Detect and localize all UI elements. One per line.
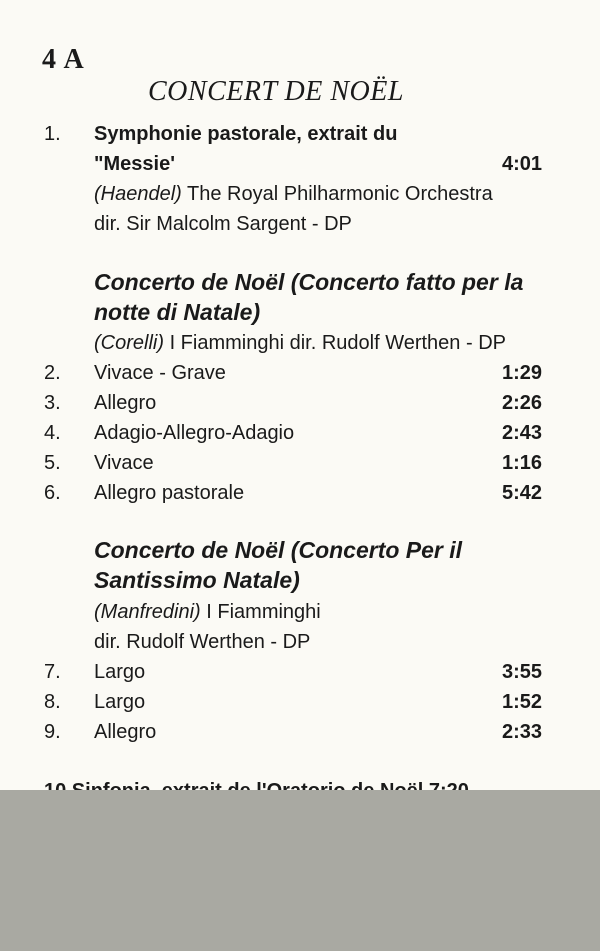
credit-line — [94, 600, 321, 624]
credit-line — [94, 182, 493, 206]
performer: The Royal Philharmonic Orchestra — [187, 183, 493, 205]
track-title: Adagio-Allegro-Adagio — [94, 422, 295, 444]
track-duration: 2:33 — [501, 721, 542, 743]
page-title: CONCERT DE NOËL — [148, 76, 404, 107]
track-number: 1. — [44, 123, 61, 145]
composer: (Manfredini) — [94, 601, 201, 623]
track-duration: 2:43 — [501, 422, 542, 444]
performer: I Fiamminghi — [206, 601, 321, 623]
track-title: Allegro — [94, 721, 157, 743]
composer: (Haendel) — [94, 183, 182, 205]
performer: dir. Sir Malcolm Sargent - DP — [94, 213, 352, 235]
track-title: Largo — [94, 691, 146, 713]
track-title: Vivace — [94, 452, 154, 474]
track-number: 9. — [44, 721, 61, 743]
track-duration: 2:26 — [501, 392, 542, 414]
track-duration: 3:55 — [501, 661, 542, 683]
track-title: Largo — [94, 661, 146, 683]
work-heading: Concerto de Noël (Concerto Per il — [94, 537, 463, 563]
track-title: Allegro pastorale — [94, 482, 245, 504]
side-label: 4 A — [42, 44, 85, 75]
track-number: 4. — [44, 422, 61, 444]
track-title: Allegro — [94, 392, 157, 414]
credit-line — [94, 331, 506, 355]
work-heading: notte di Natale) — [94, 299, 261, 325]
track-number: 2. — [44, 362, 61, 384]
background-surface — [0, 790, 600, 951]
track-number: 5. — [44, 452, 61, 474]
track-duration: 1:29 — [501, 362, 542, 384]
track-title: Vivace - Grave — [94, 362, 226, 384]
track-number: 3. — [44, 392, 61, 414]
track-title: "Messie' — [94, 153, 175, 175]
track-duration: 1:16 — [501, 452, 542, 474]
track-number: 7. — [44, 661, 61, 683]
track-duration: 5:42 — [501, 482, 542, 504]
track-duration: 4:01 — [501, 153, 542, 175]
composer: (Corelli) — [94, 332, 164, 354]
work-heading: Santissimo Natale) — [94, 567, 300, 593]
work-heading: Concerto de Noël (Concerto fatto per la — [94, 269, 524, 295]
track-title: Symphonie pastorale, extrait du — [94, 123, 398, 145]
track-number: 6. — [44, 482, 61, 504]
track-duration: 1:52 — [501, 691, 542, 713]
performer: I Fiamminghi dir. Rudolf Werthen - DP — [169, 332, 506, 354]
performer: dir. Rudolf Werthen - DP — [94, 631, 311, 653]
track-number: 8. — [44, 691, 61, 713]
